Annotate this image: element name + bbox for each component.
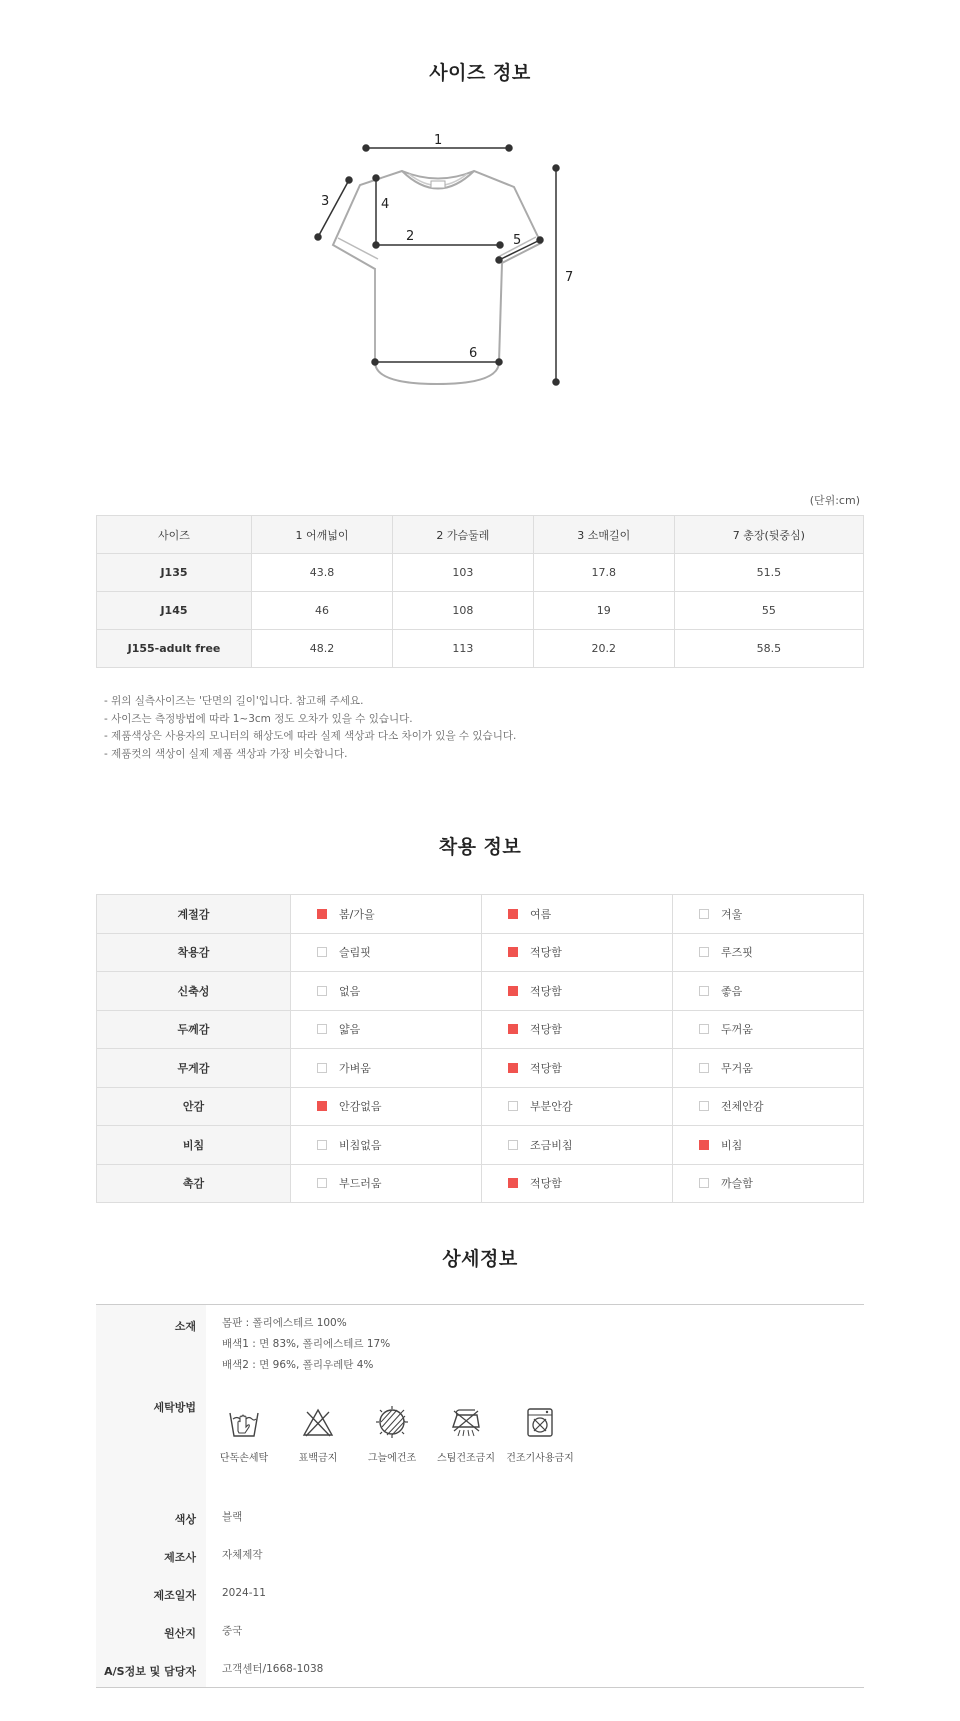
wear-option <box>482 895 673 934</box>
wash-icons <box>219 1405 592 1475</box>
wash-icon-item <box>208 1405 280 1464</box>
wear-option <box>482 1010 673 1049</box>
wear-option-label: 까슬함 <box>721 1177 753 1191</box>
size-name-cell: J155-adult free <box>97 630 252 668</box>
wear-option-label: 봄/가을 <box>339 907 375 921</box>
wash-icon-item <box>430 1405 502 1464</box>
checked-box-icon <box>699 1140 709 1150</box>
wear-option-label: 얇음 <box>339 1023 361 1037</box>
wear-option <box>673 1010 864 1049</box>
size-header-cell: 3 소매길이 <box>533 516 674 554</box>
detail-section-title: 상세정보 <box>442 1248 518 1270</box>
wear-option <box>482 1049 673 1088</box>
manufacture-date-value: 2024-11 <box>222 1587 266 1599</box>
note-line: - 제품컷의 색상이 실제 제품 색상과 가장 비슷합니다. <box>104 747 348 760</box>
measure-label-2: 2 <box>406 229 415 244</box>
checked-box-icon <box>508 986 518 996</box>
checked-box-icon <box>508 909 518 919</box>
size-value-cell: 108 <box>392 592 533 630</box>
unchecked-box-icon <box>317 1140 327 1150</box>
wear-option <box>291 895 482 934</box>
material-value <box>222 1313 390 1376</box>
unchecked-box-icon <box>699 909 709 919</box>
manufacture-date-label: 제조일자 <box>153 1589 196 1602</box>
size-value-cell: 103 <box>392 554 533 592</box>
wear-option-label: 없음 <box>339 984 361 998</box>
wear-row-label: 두께감 <box>97 1010 291 1049</box>
no-tumble-dry-icon <box>523 1405 557 1439</box>
tshirt-tag <box>431 181 445 188</box>
checked-box-icon <box>508 1178 518 1188</box>
wear-info-table <box>96 894 864 1203</box>
hand-wash-icon <box>227 1405 261 1439</box>
note-line: - 사이즈는 측정방법에 따라 1~3cm 정도 오차가 있을 수 있습니다. <box>104 712 413 725</box>
wash-icon-label: 스팀건조금지 <box>437 1453 495 1464</box>
wash-icon-item <box>282 1405 354 1464</box>
wash-icon-label: 단독손세탁 <box>219 1453 269 1464</box>
tshirt-diagram-svg <box>321 133 630 440</box>
origin-label: 원산지 <box>164 1627 196 1640</box>
wear-row <box>97 1049 864 1088</box>
unchecked-box-icon <box>699 986 709 996</box>
unchecked-box-icon <box>317 947 327 957</box>
size-table-header-row <box>97 516 864 554</box>
size-value-cell: 46 <box>252 592 393 630</box>
unchecked-box-icon <box>508 1101 518 1111</box>
wear-option-label: 비침 <box>721 1138 743 1152</box>
wear-option-label: 안감없음 <box>339 1100 382 1114</box>
wash-icon-item <box>504 1405 576 1464</box>
wear-option <box>673 972 864 1011</box>
unchecked-box-icon <box>699 1024 709 1034</box>
no-bleach-icon <box>301 1405 335 1439</box>
maker-label: 제조사 <box>164 1551 196 1564</box>
size-section-title: 사이즈 정보 <box>429 62 531 84</box>
measure-label-6: 6 <box>469 346 478 361</box>
measure-label-7: 7 <box>565 270 574 285</box>
wear-option <box>482 972 673 1011</box>
wear-option <box>291 972 482 1011</box>
unchecked-box-icon <box>699 1101 709 1111</box>
wear-row <box>97 1126 864 1165</box>
note-line: - 위의 실측사이즈는 '단면의 길이'입니다. 참고해 주세요. <box>104 695 364 707</box>
wear-option <box>482 1087 673 1126</box>
unchecked-box-icon <box>508 1140 518 1150</box>
wear-row-label: 촉감 <box>97 1164 291 1203</box>
size-header-cell: 1 어깨넓이 <box>252 516 393 554</box>
wear-row-label: 비침 <box>97 1126 291 1165</box>
material-line: 배색2 : 면 96%, 폴리우레탄 4% <box>222 1359 374 1371</box>
wear-option-label: 슬림핏 <box>339 946 371 960</box>
checked-box-icon <box>317 1101 327 1111</box>
wash-icon-label: 그늘에건조 <box>367 1453 417 1464</box>
wear-row-label: 안감 <box>97 1087 291 1126</box>
wear-option-label: 무거움 <box>721 1061 753 1075</box>
wear-option-label: 비침없음 <box>339 1138 382 1152</box>
size-header-cell: 사이즈 <box>97 516 252 554</box>
wear-row-label: 무게감 <box>97 1049 291 1088</box>
size-value-cell: 51.5 <box>674 554 863 592</box>
unchecked-box-icon <box>699 1178 709 1188</box>
table-row <box>97 554 864 592</box>
size-value-cell: 17.8 <box>533 554 674 592</box>
wear-option <box>673 1126 864 1165</box>
wear-option <box>291 1126 482 1165</box>
wear-row <box>97 972 864 1011</box>
wash-icon-label: 건조기사용금지 <box>506 1453 574 1464</box>
material-line: 몸판 : 폴리에스테르 100% <box>222 1317 347 1329</box>
measure-label-3: 3 <box>321 194 330 209</box>
color-value: 블랙 <box>222 1511 243 1523</box>
wear-option <box>673 933 864 972</box>
wear-option-label: 부분안감 <box>530 1100 573 1114</box>
wear-option-label: 부드러움 <box>339 1177 382 1191</box>
measure-label-1: 1 <box>434 133 443 148</box>
size-table <box>96 515 864 668</box>
size-name-cell: J135 <box>97 554 252 592</box>
wear-option <box>482 933 673 972</box>
wear-option <box>291 1087 482 1126</box>
wear-option-label: 좋음 <box>721 984 743 998</box>
checked-box-icon <box>508 1063 518 1073</box>
wear-option-label: 루즈핏 <box>721 946 753 960</box>
measure-label-4: 4 <box>381 197 390 212</box>
size-value-cell: 20.2 <box>533 630 674 668</box>
origin-value: 중국 <box>222 1625 243 1637</box>
shade-dry-icon <box>375 1405 409 1439</box>
wear-option <box>673 1049 864 1088</box>
maker-value: 자체제작 <box>222 1549 263 1561</box>
tshirt-outline <box>333 171 541 384</box>
size-value-cell: 58.5 <box>674 630 863 668</box>
wear-section-title: 착용 정보 <box>438 836 522 858</box>
size-notes <box>104 693 516 763</box>
wear-option-label: 적당함 <box>530 984 562 998</box>
as-info-value: 고객센터/1668-1038 <box>222 1663 324 1675</box>
wear-row-label: 신축성 <box>97 972 291 1011</box>
wear-option <box>482 1164 673 1203</box>
checked-box-icon <box>508 1024 518 1034</box>
size-value-cell: 48.2 <box>252 630 393 668</box>
unchecked-box-icon <box>699 1063 709 1073</box>
material-line: 배색1 : 면 83%, 폴리에스테르 17% <box>222 1338 391 1350</box>
wear-option-label: 가벼움 <box>339 1061 371 1075</box>
unit-label: (단위:cm) <box>809 494 860 507</box>
size-value-cell: 19 <box>533 592 674 630</box>
unchecked-box-icon <box>317 1024 327 1034</box>
material-label: 소재 <box>174 1320 196 1333</box>
wear-option-label: 적당함 <box>530 1061 562 1075</box>
measure-label-5: 5 <box>513 233 522 248</box>
wear-option-label: 전체안감 <box>721 1100 764 1114</box>
as-info-label: A/S정보 및 담당자 <box>104 1665 196 1678</box>
wear-option <box>291 933 482 972</box>
unchecked-box-icon <box>699 947 709 957</box>
wash-method-label: 세탁방법 <box>153 1401 196 1414</box>
unchecked-box-icon <box>317 1063 327 1073</box>
wear-option-label: 두꺼움 <box>721 1023 753 1037</box>
wear-row <box>97 1087 864 1126</box>
unchecked-box-icon <box>317 1178 327 1188</box>
note-line: - 제품색상은 사용자의 모니터의 해상도에 따라 실제 색상과 다소 차이가 있을 수 있습니다. <box>104 730 517 742</box>
wear-row <box>97 1164 864 1203</box>
wear-option <box>291 1010 482 1049</box>
wear-option-label: 겨울 <box>721 907 743 921</box>
wear-row <box>97 933 864 972</box>
wear-option-label: 조금비침 <box>530 1138 573 1152</box>
wear-option <box>673 1164 864 1203</box>
wear-option-label: 적당함 <box>530 1177 562 1191</box>
size-name-cell: J145 <box>97 592 252 630</box>
checked-box-icon <box>508 947 518 957</box>
detail-info-table <box>96 1304 864 1688</box>
wear-option <box>673 1087 864 1126</box>
size-value-cell: 55 <box>674 592 863 630</box>
table-row <box>97 592 864 630</box>
size-value-cell: 113 <box>392 630 533 668</box>
wash-icon-label: 표백금지 <box>298 1453 338 1464</box>
unchecked-box-icon <box>317 986 327 996</box>
tshirt-measurement-diagram <box>321 133 630 440</box>
wear-option <box>482 1126 673 1165</box>
color-label: 색상 <box>174 1513 196 1526</box>
checked-box-icon <box>317 909 327 919</box>
wash-icon-item <box>356 1405 428 1464</box>
wear-option <box>291 1164 482 1203</box>
size-header-cell: 7 총장(뒷중심) <box>674 516 863 554</box>
wear-option <box>673 895 864 934</box>
table-row <box>97 630 864 668</box>
wear-row-label: 착용감 <box>97 933 291 972</box>
wear-option <box>291 1049 482 1088</box>
wear-option-label: 적당함 <box>530 946 562 960</box>
size-value-cell: 43.8 <box>252 554 393 592</box>
wear-row <box>97 1010 864 1049</box>
wear-row-label: 계절감 <box>97 895 291 934</box>
no-steam-dry-icon <box>449 1405 483 1439</box>
wear-option-label: 여름 <box>530 907 552 921</box>
wear-option-label: 적당함 <box>530 1023 562 1037</box>
size-header-cell: 2 가슴둘레 <box>392 516 533 554</box>
wear-row <box>97 895 864 934</box>
